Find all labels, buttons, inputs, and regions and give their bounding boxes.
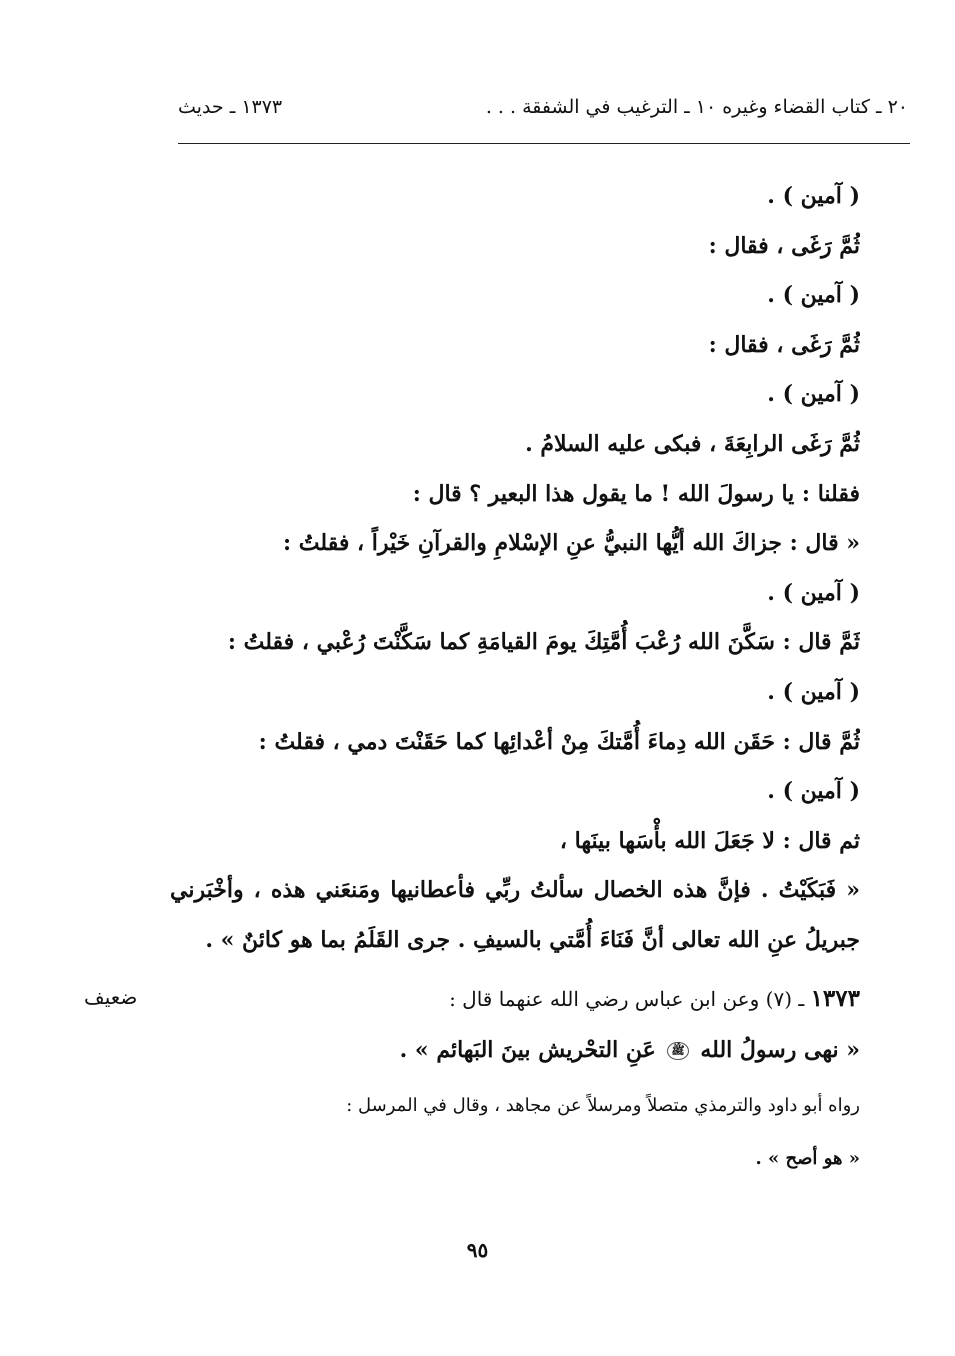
- text-line: « قال : جزاكَ الله أيُّها النبيُّ عنِ الإسْلامِ والقرآنِ خَيْراً ، فقلتُ :: [283, 530, 860, 557]
- header-divider: [178, 143, 910, 144]
- text-line: « فَبَكَيْتُ . فإنَّ هذه الخصال سألتُ ربِّي فأعطانيها ومَنعَني هذه ، وأخْبَرني: [170, 877, 860, 904]
- hadith-number: ١٣٧٣: [810, 985, 860, 1012]
- text-line: ثَمَّ قال : سَكَّنَ الله رُعْبَ أُمَّتِكَ يومَ القيامَةِ كما سَكَّنْتَ رُعْبي ، فقلتُ :: [227, 629, 860, 656]
- pbuh-glyph-icon: ﷺ: [667, 1042, 688, 1060]
- hadith-1373: [170, 975, 860, 1183]
- hadith-heading: [170, 975, 860, 1023]
- header-hadith-number: ١٣٧٣ ـ حديث: [178, 96, 283, 118]
- text-line: ( آمين ) .: [767, 579, 860, 606]
- text-line: ( آمين ) .: [767, 381, 860, 408]
- text-line: ثُمَّ رَغَى ، فقال :: [708, 232, 860, 259]
- hadith-quote-end: عَنِ التحْريش بينَ البَهائم » .: [399, 1037, 656, 1063]
- page-number: ٩٥: [466, 1238, 489, 1262]
- text-line: ثُمَّ رَغَى ، فقال :: [708, 331, 860, 358]
- hadith-grade-label: ضعيف: [84, 985, 138, 1009]
- hadith-source-verdict: « هو أصح » .: [755, 1148, 860, 1169]
- header-book-chapter: ٢٠ ـ كتاب القضاء وغيره ١٠ ـ الترغيب في الشفقة . . .: [485, 96, 908, 118]
- text-line: جبريلُ عنِ الله تعالى أنَّ فَنَاءَ أُمَّتي بالسيفِ . جرى القَلَمُ بما هو كائنٌ » .: [205, 926, 860, 953]
- hadith-quote-start: « نهى رسولُ الله: [700, 1037, 860, 1063]
- hadith-quote: [170, 1023, 860, 1077]
- text-line: ثُمَّ رَغَى الرابِعَةَ ، فبكى عليه السلامُ .: [525, 430, 860, 457]
- hadith-text-body: [170, 172, 860, 966]
- text-line: فقلنا : يا رسولَ الله ! ما يقول هذا البعير ؟ قال :: [412, 480, 860, 507]
- text-line: ( آمين ) .: [767, 678, 860, 705]
- hadith-source: رواه أبو داود والترمذي متصلاً ومرسلاً عن مجاهد ، وقال في المرسل :: [346, 1095, 860, 1116]
- hadith-intro: ـ (٧) وعن ابن عباس رضي الله عنهما قال :: [449, 987, 811, 1011]
- running-header: [178, 96, 908, 126]
- text-line: ( آمين ) .: [767, 778, 860, 805]
- text-line: ثم قال : لا جَعَلَ الله بأْسَها بينَها ،: [559, 827, 860, 854]
- text-line: ثُمَّ قال : حَقَن الله دِماءَ أُمَّتكَ مِنْ أعْدائِها كما حَقَنْتَ دمي ، فقلتُ :: [258, 728, 860, 755]
- text-line: ( آمين ) .: [767, 282, 860, 309]
- text-line: ( آمين ) .: [767, 183, 860, 209]
